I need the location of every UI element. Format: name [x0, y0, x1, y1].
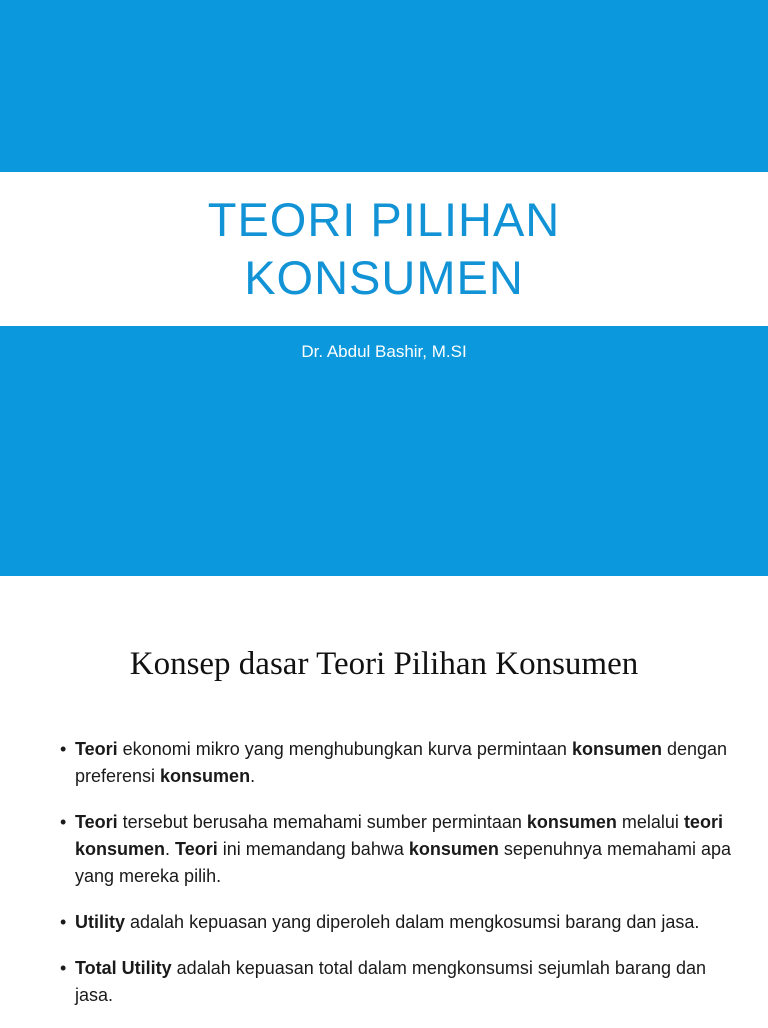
bold-term: Teori [75, 739, 118, 759]
author-subtitle: Dr. Abdul Bashir, M.SI [301, 342, 467, 361]
bold-term: konsumen [526, 812, 617, 832]
title-area [0, 172, 768, 326]
bullet-icon: • [60, 912, 67, 932]
bullet-item-teori-ekonomi [60, 736, 740, 790]
bold-term: teori konsumen [75, 812, 723, 859]
slide-title-line-1: TEORI PILIHAN [207, 193, 561, 246]
bullet-icon: • [60, 812, 67, 832]
slide-title-line-2: KONSUMEN [244, 251, 524, 304]
bullet-list [60, 736, 740, 1028]
bold-term: konsumen [408, 839, 499, 859]
bold-term: Teori [75, 812, 118, 832]
bullet-text: adalah kepuasan total dalam mengkonsumsi sejumlah barang dan jasa. [75, 958, 707, 1005]
bottom-blue-band [0, 326, 768, 576]
bullet-text: . [165, 839, 176, 859]
bullet-text: melalui [616, 812, 684, 832]
bullet-item-utility [60, 909, 740, 936]
bullet-text: adalah kepuasan yang diperoleh dalam mengkosumsi barang dan jasa. [125, 912, 700, 932]
bullet-item-teori-tersebut [60, 809, 740, 890]
bold-term: Teori [175, 839, 218, 859]
bold-term: Utility [75, 912, 126, 932]
bold-term: konsumen [160, 766, 251, 786]
bullet-item-total-utility [60, 955, 740, 1009]
bold-term: konsumen [571, 739, 662, 759]
bullet-icon: • [60, 739, 67, 759]
content-slide [0, 576, 768, 1024]
bullet-text: sepenuhnya memahami apa yang mereka pilih. [75, 839, 732, 886]
slide-heading: Konsep dasar Teori Pilihan Konsumen [129, 646, 639, 682]
bullet-text: . [250, 766, 256, 786]
bullet-text: dengan preferensi [75, 739, 728, 786]
bullet-text: ini memandang bahwa [217, 839, 409, 859]
bold-term: Total Utility [75, 958, 172, 978]
bullet-icon: • [60, 958, 67, 978]
bullet-text: ekonomi mikro yang menghubungkan kurva permintaan [117, 739, 572, 759]
bullet-text: tersebut berusaha memahami sumber permintaan [117, 812, 527, 832]
top-blue-band [0, 0, 768, 172]
